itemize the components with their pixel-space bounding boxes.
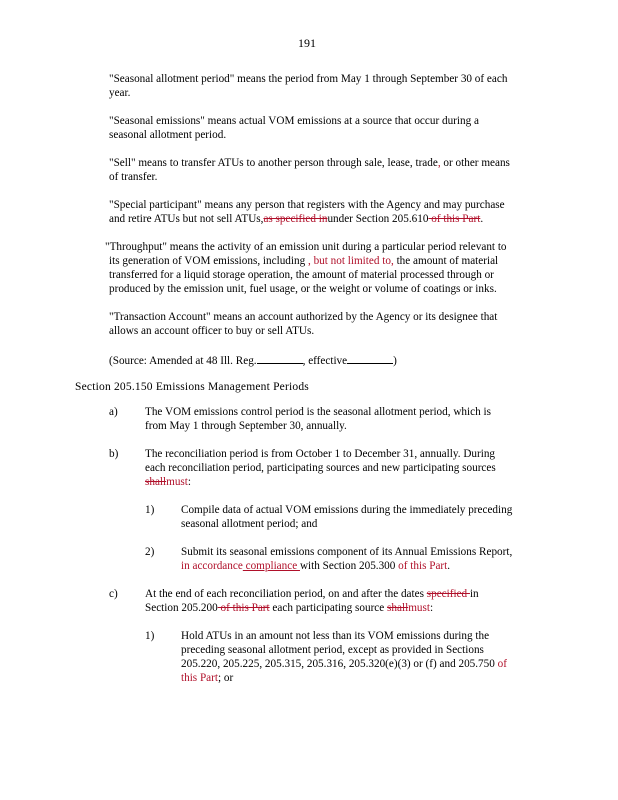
text-line: produced by the emission unit, fuel usage, or the weight or volume of coatings or inks. [109, 283, 497, 295]
page-number: 191 [298, 36, 316, 50]
text-line: "Transaction Account" means an account authorized by the Agency or its designee that [109, 311, 498, 323]
text: (Source: Amended at 48 Ill. Reg. [109, 355, 257, 367]
text-line: transferred for a liquid storage operation, the amount of material processed through or [109, 269, 494, 281]
item-label: b) [109, 448, 119, 460]
inserted-text: , but not limited to, [305, 255, 394, 267]
text-line [181, 657, 507, 671]
deleted-text: of this Part [217, 602, 270, 614]
inserted-text: must [408, 602, 430, 614]
text: . [480, 213, 484, 225]
text-line [181, 559, 450, 573]
item-label: 1) [145, 630, 155, 642]
item-label: c) [109, 588, 118, 600]
text: At the end of each reconciliation period, on and after the dates [145, 588, 427, 600]
text: in [469, 588, 479, 600]
text: or other means [440, 157, 510, 169]
text: the amount of material [393, 255, 499, 267]
text-line [109, 156, 510, 170]
text-line: preceding seasonal allotment period, except as provided in Sections [181, 644, 484, 656]
text-line: from May 1 through September 30, annually. [145, 420, 347, 432]
text-line [109, 212, 483, 226]
deleted-text: of this Part [428, 213, 481, 225]
text-line [109, 254, 498, 268]
source-note [109, 352, 397, 368]
text-line: The VOM emissions control period is the seasonal allotment period, which is [145, 406, 491, 418]
item-label: 1) [145, 504, 155, 516]
text: , effective [302, 355, 348, 367]
text-line [145, 601, 433, 615]
text-line: Submit its seasonal emissions component of its Annual Emissions Report, [181, 546, 513, 558]
inserted-text: accordance [192, 560, 243, 572]
blank-line [257, 352, 303, 364]
text-line: Hold ATUs in an amount not less than its VOM emissions during the [181, 630, 490, 642]
text-line [145, 475, 191, 489]
deleted-text: as specified in [263, 213, 328, 225]
text-line: The reconciliation period is from October 1 to December 31, annually. During [145, 448, 496, 460]
text: . [447, 560, 451, 572]
text-line: each reconciliation period, participating sources and new participating sources [145, 462, 496, 474]
text: 205.220, 205.225, 205.315, 205.316, 205.320(e)(3) or (f) and 205.750 [181, 658, 498, 670]
text: : [187, 476, 192, 488]
text: Section 205.200 [145, 602, 218, 614]
blank-line [347, 352, 393, 364]
text-line [145, 587, 479, 601]
inserted-text: compliance [242, 560, 300, 572]
text-line: allows an account officer to buy or sell ATUs. [109, 325, 315, 337]
text-line: "Seasonal emissions" means actual VOM emissions at a source that occur during a [109, 115, 479, 127]
text-line: Compile data of actual VOM emissions during the immediately preceding [181, 504, 513, 516]
deleted-text: shall [387, 602, 409, 614]
text: its generation of VOM emissions, including [109, 255, 306, 267]
item-label: 2) [145, 546, 155, 558]
inserted-text: must [166, 476, 188, 488]
text: ) [393, 355, 397, 367]
text: with Section 205.300 [299, 560, 396, 572]
deleted-text: specified [426, 588, 470, 600]
text-line: year. [109, 87, 131, 99]
text-line: seasonal allotment period. [109, 129, 227, 141]
text-line [181, 671, 233, 685]
text: under Section 205.610 [327, 213, 429, 225]
text: "Sell" means to transfer ATUs to another person through sale, lease, trade [109, 157, 438, 169]
section-heading: Section 205.150 Emissions Management Periods [75, 381, 309, 393]
text-line: of transfer. [109, 171, 158, 183]
text-line: seasonal allotment period; and [181, 518, 318, 530]
inserted-text: this Part [181, 672, 218, 684]
text: ; or [217, 672, 234, 684]
text: and retire ATUs but not sell ATUs, [109, 213, 264, 225]
inserted-text: of this Part [395, 560, 448, 572]
text: each participating source [269, 602, 388, 614]
inserted-text: , [437, 157, 441, 169]
deleted-text: shall [145, 476, 167, 488]
text-line: "Throughput" means the activity of an emission unit during a particular period relevant to [105, 241, 507, 253]
item-label: a) [109, 406, 118, 418]
inserted-text: in [181, 560, 193, 572]
text-line: "Seasonal allotment period" means the period from May 1 through September 30 of each [109, 73, 508, 85]
text-line: "Special participant" means any person that registers with the Agency and may purchase [109, 199, 505, 211]
inserted-text: of [497, 658, 507, 670]
text: : [429, 602, 434, 614]
